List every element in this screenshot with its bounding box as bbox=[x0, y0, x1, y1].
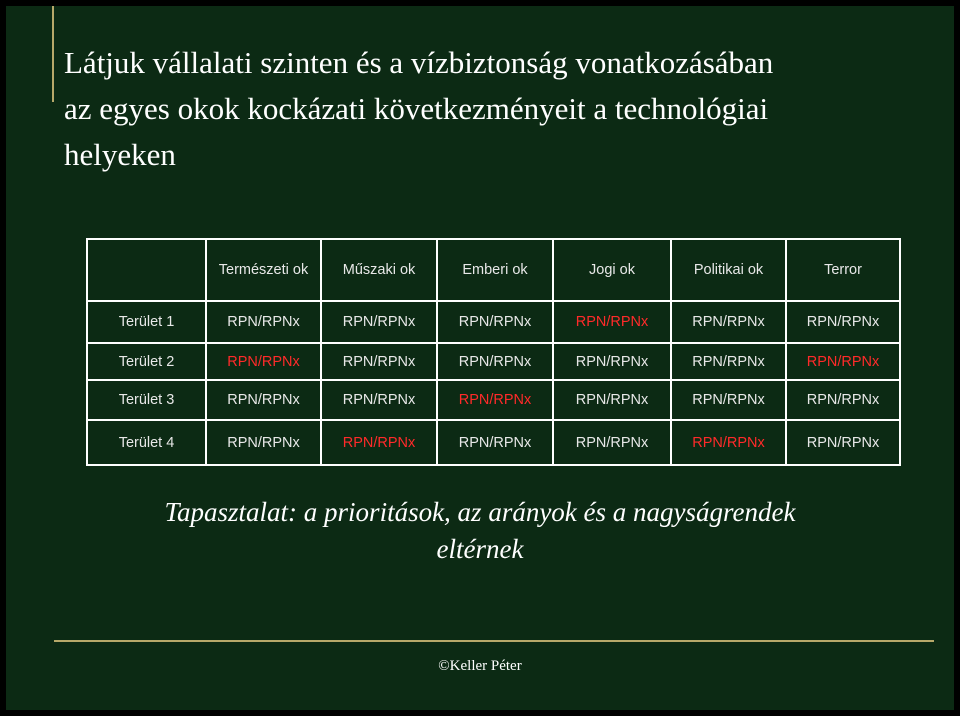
conclusion-text bbox=[76, 494, 884, 568]
row-label: Terület 4 bbox=[87, 420, 206, 465]
table-cell: RPN/RPNx bbox=[553, 343, 671, 380]
row-label: Terület 3 bbox=[87, 380, 206, 420]
table-cell: RPN/RPNx bbox=[786, 301, 900, 343]
table-row bbox=[87, 301, 900, 343]
table-cell: RPN/RPNx bbox=[671, 343, 786, 380]
slide-title bbox=[64, 40, 924, 178]
header-terror: Terror bbox=[786, 239, 900, 301]
table-cell: RPN/RPNx bbox=[553, 380, 671, 420]
header-empty bbox=[87, 239, 206, 301]
title-line-1: Látjuk vállalati szinten és a vízbiztonság vonatkozásában bbox=[64, 45, 774, 80]
row-label: Terület 2 bbox=[87, 343, 206, 380]
risk-table bbox=[86, 238, 901, 466]
table-cell: RPN/RPNx bbox=[786, 380, 900, 420]
table-cell: RPN/RPNx bbox=[206, 380, 321, 420]
header-muszaki: Műszaki ok bbox=[321, 239, 437, 301]
header-jogi: Jogi ok bbox=[553, 239, 671, 301]
footer-copyright: ©Keller Péter bbox=[438, 658, 522, 674]
header-politikai: Politikai ok bbox=[671, 239, 786, 301]
table-cell-highlighted: RPN/RPNx bbox=[553, 301, 671, 343]
table-row bbox=[87, 343, 900, 380]
table-cell: RPN/RPNx bbox=[206, 301, 321, 343]
table-cell: RPN/RPNx bbox=[321, 301, 437, 343]
conclusion-line-2: eltérnek bbox=[436, 534, 524, 564]
table-cell: RPN/RPNx bbox=[671, 301, 786, 343]
table-row bbox=[87, 380, 900, 420]
table-cell-highlighted: RPN/RPNx bbox=[671, 420, 786, 465]
title-line-3: helyeken bbox=[64, 137, 176, 172]
table-cell: RPN/RPNx bbox=[437, 420, 553, 465]
row-label: Terület 1 bbox=[87, 301, 206, 343]
table-cell: RPN/RPNx bbox=[321, 343, 437, 380]
title-line-2: az egyes okok kockázati következményeit a technológiai bbox=[64, 91, 769, 126]
header-emberi: Emberi ok bbox=[437, 239, 553, 301]
table-cell-highlighted: RPN/RPNx bbox=[206, 343, 321, 380]
slide bbox=[6, 6, 954, 710]
table-cell: RPN/RPNx bbox=[437, 301, 553, 343]
table-cell: RPN/RPNx bbox=[206, 420, 321, 465]
conclusion-line-1: Tapasztalat: a prioritások, az arányok és a nagyságrendek bbox=[164, 497, 796, 527]
table-cell: RPN/RPNx bbox=[437, 343, 553, 380]
table-header-row bbox=[87, 239, 900, 301]
header-termeszeti: Természeti ok bbox=[206, 239, 321, 301]
table-cell-highlighted: RPN/RPNx bbox=[321, 420, 437, 465]
table-row bbox=[87, 420, 900, 465]
table-cell: RPN/RPNx bbox=[671, 380, 786, 420]
table-cell: RPN/RPNx bbox=[321, 380, 437, 420]
decorative-vertical-line bbox=[52, 6, 54, 102]
table-cell-highlighted: RPN/RPNx bbox=[437, 380, 553, 420]
table-cell: RPN/RPNx bbox=[553, 420, 671, 465]
table-cell-highlighted: RPN/RPNx bbox=[786, 343, 900, 380]
table-cell: RPN/RPNx bbox=[786, 420, 900, 465]
decorative-horizontal-line bbox=[54, 640, 934, 642]
